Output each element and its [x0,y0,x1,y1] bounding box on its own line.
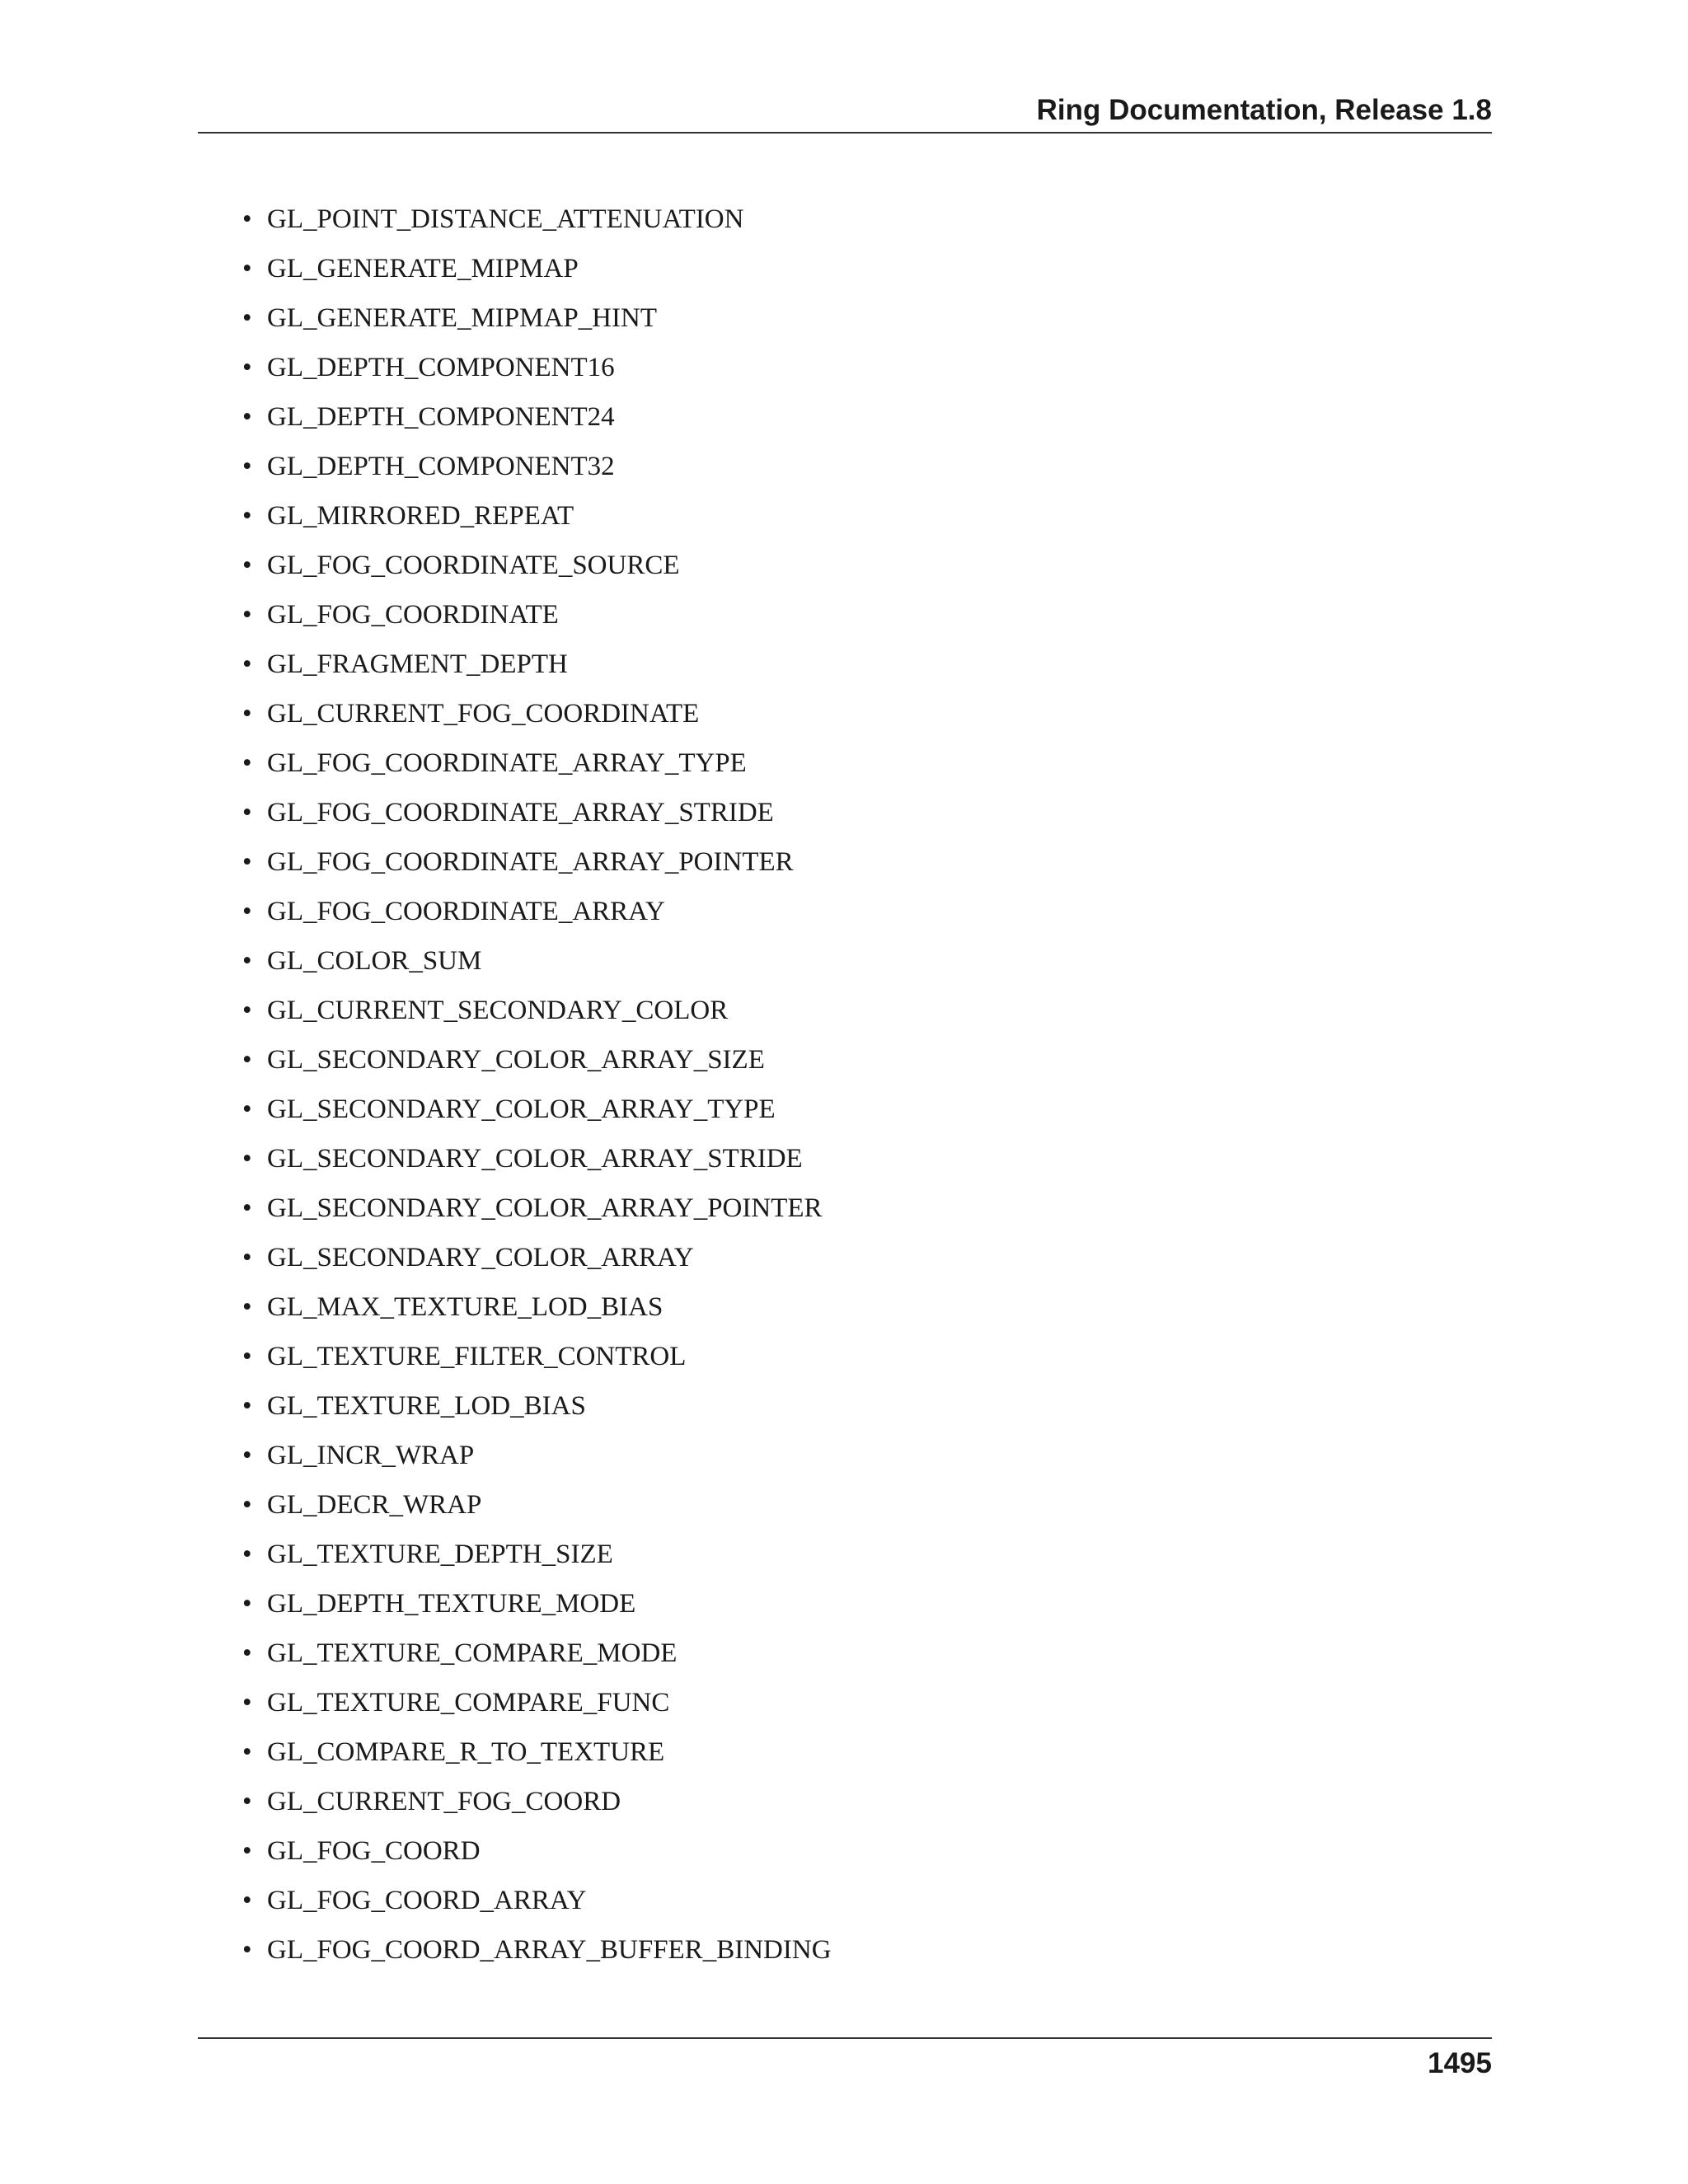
constant-name: GL_FOG_COORD [267,1836,481,1866]
list-item [241,293,832,343]
constant-name: GL_DEPTH_TEXTURE_MODE [267,1589,636,1619]
constant-name: GL_POINT_DISTANCE_ATTENUATION [267,204,744,234]
bullet-icon: • [242,748,252,778]
constant-name: GL_TEXTURE_DEPTH_SIZE [267,1540,613,1569]
list-item [241,1629,832,1678]
bullet-icon: • [242,254,252,284]
list-item [241,1183,832,1233]
bullet-icon: • [242,402,252,432]
bullet-icon: • [242,649,252,679]
list-item [241,738,832,788]
bullet-icon: • [242,1045,252,1075]
list-item [241,541,832,590]
list-item [241,887,832,936]
bullet-icon: • [242,452,252,481]
bullet-icon: • [242,501,252,531]
list-item [241,788,832,837]
list-item [241,244,832,293]
page-footer [198,2037,1492,2079]
constant-name: GL_TEXTURE_COMPARE_FUNC [267,1688,670,1718]
document-title: Ring Documentation, Release 1.8 [1036,94,1492,126]
constant-name: GL_COMPARE_R_TO_TEXTURE [267,1737,665,1767]
constant-name: GL_SECONDARY_COLOR_ARRAY_STRIDE [267,1144,803,1174]
bullet-icon: • [242,1193,252,1223]
constant-name: GL_CURRENT_FOG_COORD [267,1787,621,1816]
constant-name: GL_SECONDARY_COLOR_ARRAY_POINTER [267,1193,823,1223]
constant-name: GL_MAX_TEXTURE_LOD_BIAS [267,1292,663,1322]
page-number: 1495 [1428,2047,1492,2079]
list-item [241,442,832,491]
bullet-icon: • [242,1094,252,1124]
constant-name: GL_CURRENT_FOG_COORDINATE [267,699,700,729]
list-item [241,194,832,244]
constant-name: GL_INCR_WRAP [267,1441,475,1470]
bullet-icon: • [242,1886,252,1915]
bullet-icon: • [242,1144,252,1174]
constant-name: GL_FOG_COORD_ARRAY_BUFFER_BINDING [267,1935,832,1965]
constant-name: GL_FOG_COORDINATE_ARRAY_STRIDE [267,798,774,827]
constant-name: GL_TEXTURE_LOD_BIAS [267,1391,586,1421]
list-item [241,1530,832,1579]
list-item [241,1826,832,1876]
bullet-icon: • [242,798,252,827]
bullet-icon: • [242,1935,252,1965]
list-item [241,1678,832,1727]
bullet-icon: • [242,1737,252,1767]
bullet-icon: • [242,1836,252,1866]
list-item [241,1925,832,1975]
list-item [241,1727,832,1777]
bullet-icon: • [242,204,252,234]
constant-name: GL_TEXTURE_COMPARE_MODE [267,1638,678,1668]
list-item [241,1233,832,1282]
constant-name: GL_DEPTH_COMPONENT32 [267,452,615,481]
bullet-icon: • [242,1638,252,1668]
constant-name: GL_COLOR_SUM [267,946,482,976]
bullet-icon: • [242,1243,252,1272]
list-item [241,1480,832,1530]
constant-name: GL_CURRENT_SECONDARY_COLOR [267,996,729,1025]
bullet-icon: • [242,353,252,382]
list-item [241,837,832,887]
list-item [241,640,832,689]
constant-name: GL_GENERATE_MIPMAP_HINT [267,303,657,333]
page-header [198,89,1492,134]
constant-name: GL_FOG_COORDINATE_ARRAY [267,897,665,926]
bullet-icon: • [242,1441,252,1470]
constant-name: GL_TEXTURE_FILTER_CONTROL [267,1342,687,1371]
bullet-icon: • [242,699,252,729]
bullet-icon: • [242,551,252,580]
list-item [241,491,832,541]
bullet-icon: • [242,1292,252,1322]
list-item [241,1035,832,1085]
list-item [241,1381,832,1431]
list-item [241,1777,832,1826]
list-item [241,1876,832,1925]
constant-name: GL_DECR_WRAP [267,1490,482,1520]
bullet-icon: • [242,1490,252,1520]
list-item [241,1085,832,1134]
constant-name: GL_SECONDARY_COLOR_ARRAY_TYPE [267,1094,776,1124]
list-item [241,1431,832,1480]
constant-name: GL_FOG_COORDINATE_SOURCE [267,551,680,580]
bullet-icon: • [242,1540,252,1569]
constant-name: GL_FOG_COORDINATE_ARRAY_POINTER [267,847,794,877]
list-item [241,590,832,640]
bullet-icon: • [242,600,252,630]
list-item [241,936,832,986]
constant-name: GL_FRAGMENT_DEPTH [267,649,568,679]
list-item [241,1332,832,1381]
bullet-icon: • [242,1589,252,1619]
constant-name: GL_FOG_COORDINATE_ARRAY_TYPE [267,748,747,778]
constant-name: GL_FOG_COORD_ARRAY [267,1886,587,1915]
bullet-icon: • [242,897,252,926]
bullet-icon: • [242,1787,252,1816]
list-item [241,343,832,392]
bullet-icon: • [242,1688,252,1718]
list-item [241,392,832,442]
constant-name: GL_SECONDARY_COLOR_ARRAY [267,1243,694,1272]
bullet-icon: • [242,303,252,333]
bullet-icon: • [242,1342,252,1371]
list-item [241,689,832,738]
constant-name: GL_SECONDARY_COLOR_ARRAY_SIZE [267,1045,765,1075]
list-item [241,1282,832,1332]
list-item [241,986,832,1035]
constant-name: GL_GENERATE_MIPMAP [267,254,579,284]
constant-name: GL_FOG_COORDINATE [267,600,559,630]
constant-name: GL_DEPTH_COMPONENT24 [267,402,615,432]
list-item [241,1134,832,1183]
constant-list [241,194,832,1975]
constant-name: GL_MIRRORED_REPEAT [267,501,574,531]
list-item [241,1579,832,1629]
bullet-icon: • [242,847,252,877]
bullet-icon: • [242,1391,252,1421]
bullet-icon: • [242,946,252,976]
constant-name: GL_DEPTH_COMPONENT16 [267,353,615,382]
bullet-icon: • [242,996,252,1025]
